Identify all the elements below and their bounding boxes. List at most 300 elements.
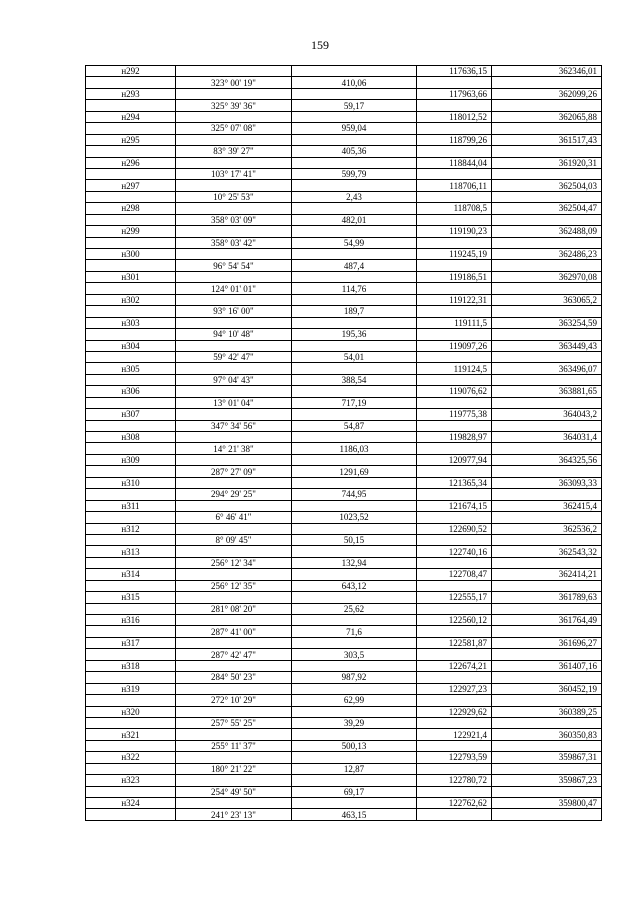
empty-cell [292, 180, 417, 191]
empty-cell [417, 374, 492, 385]
y-coordinate: 364031,4 [492, 432, 602, 443]
empty-cell [492, 740, 602, 751]
empty-cell [86, 283, 176, 294]
segment-length: 59,17 [292, 100, 417, 111]
empty-cell [417, 489, 492, 500]
segment-length: 463,15 [292, 809, 417, 820]
direction-angle: 10° 25' 53" [176, 191, 292, 202]
point-id: н296 [86, 157, 176, 168]
empty-cell [86, 420, 176, 431]
x-coordinate: 122762,62 [417, 798, 492, 809]
empty-cell [176, 249, 292, 260]
segment-row [86, 580, 602, 591]
x-coordinate: 119122,31 [417, 294, 492, 305]
point-row [86, 569, 602, 580]
direction-angle: 6° 46' 41" [176, 512, 292, 523]
point-row [86, 180, 602, 191]
y-coordinate: 362065,88 [492, 111, 602, 122]
x-coordinate: 122690,52 [417, 523, 492, 534]
segment-length: 54,01 [292, 351, 417, 362]
point-id: н323 [86, 775, 176, 786]
table-body [86, 66, 602, 821]
point-id: н306 [86, 386, 176, 397]
empty-cell [292, 775, 417, 786]
segment-length: 744,95 [292, 489, 417, 500]
empty-cell [417, 534, 492, 545]
point-id: н304 [86, 340, 176, 351]
empty-cell [492, 809, 602, 820]
empty-cell [492, 420, 602, 431]
empty-cell [492, 763, 602, 774]
x-coordinate: 119190,23 [417, 226, 492, 237]
empty-cell [492, 146, 602, 157]
direction-angle: 8° 09' 45" [176, 534, 292, 545]
empty-cell [292, 340, 417, 351]
empty-cell [492, 443, 602, 454]
x-coordinate: 122929,62 [417, 706, 492, 717]
empty-cell [176, 294, 292, 305]
empty-cell [86, 146, 176, 157]
empty-cell [86, 214, 176, 225]
segment-row [86, 809, 602, 820]
empty-cell [86, 763, 176, 774]
empty-cell [176, 615, 292, 626]
empty-cell [292, 111, 417, 122]
y-coordinate: 362414,21 [492, 569, 602, 580]
empty-cell [417, 237, 492, 248]
segment-row [86, 237, 602, 248]
empty-cell [86, 329, 176, 340]
segment-length: 987,92 [292, 672, 417, 683]
segment-length: 189,7 [292, 306, 417, 317]
segment-length: 62,99 [292, 695, 417, 706]
segment-row [86, 695, 602, 706]
point-id: н319 [86, 683, 176, 694]
empty-cell [176, 546, 292, 557]
empty-cell [176, 523, 292, 534]
x-coordinate: 119111,5 [417, 317, 492, 328]
empty-cell [176, 134, 292, 145]
point-row [86, 66, 602, 77]
direction-angle: 272° 10' 29" [176, 695, 292, 706]
segment-length: 1186,03 [292, 443, 417, 454]
empty-cell [86, 557, 176, 568]
point-row [86, 706, 602, 717]
x-coordinate: 122740,16 [417, 546, 492, 557]
empty-cell [417, 580, 492, 591]
point-row [86, 157, 602, 168]
point-id: н295 [86, 134, 176, 145]
y-coordinate: 360389,25 [492, 706, 602, 717]
y-coordinate: 361517,43 [492, 134, 602, 145]
empty-cell [86, 603, 176, 614]
y-coordinate: 360452,19 [492, 683, 602, 694]
empty-cell [417, 740, 492, 751]
empty-cell [86, 534, 176, 545]
empty-cell [417, 260, 492, 271]
empty-cell [86, 489, 176, 500]
empty-cell [292, 706, 417, 717]
point-row [86, 294, 602, 305]
point-row [86, 477, 602, 488]
empty-cell [176, 226, 292, 237]
y-coordinate: 364043,2 [492, 409, 602, 420]
empty-cell [417, 77, 492, 88]
empty-cell [292, 454, 417, 465]
segment-length: 405,36 [292, 146, 417, 157]
point-id: н317 [86, 637, 176, 648]
x-coordinate: 122674,21 [417, 660, 492, 671]
x-coordinate: 119775,38 [417, 409, 492, 420]
empty-cell [492, 695, 602, 706]
x-coordinate: 122708,47 [417, 569, 492, 580]
segment-row [86, 77, 602, 88]
empty-cell [417, 214, 492, 225]
direction-angle: 14° 21' 38" [176, 443, 292, 454]
empty-cell [492, 123, 602, 134]
empty-cell [176, 500, 292, 511]
direction-angle: 103° 17' 41" [176, 168, 292, 179]
empty-cell [176, 683, 292, 694]
empty-cell [492, 329, 602, 340]
segment-length: 12,87 [292, 763, 417, 774]
point-row [86, 500, 602, 511]
empty-cell [292, 546, 417, 557]
direction-angle: 256° 12' 35" [176, 580, 292, 591]
empty-cell [86, 100, 176, 111]
empty-cell [292, 226, 417, 237]
y-coordinate: 362346,01 [492, 66, 602, 77]
segment-row [86, 763, 602, 774]
empty-cell [417, 695, 492, 706]
empty-cell [492, 717, 602, 728]
empty-cell [86, 374, 176, 385]
empty-cell [417, 717, 492, 728]
segment-length: 599,79 [292, 168, 417, 179]
empty-cell [492, 466, 602, 477]
segment-length: 54,87 [292, 420, 417, 431]
segment-length: 959,04 [292, 123, 417, 134]
point-id: н312 [86, 523, 176, 534]
point-row [86, 454, 602, 465]
segment-length: 487,4 [292, 260, 417, 271]
empty-cell [176, 660, 292, 671]
empty-cell [292, 317, 417, 328]
point-id: н322 [86, 752, 176, 763]
empty-cell [417, 626, 492, 637]
empty-cell [417, 763, 492, 774]
x-coordinate: 122555,17 [417, 592, 492, 603]
direction-angle: 325° 07' 08" [176, 123, 292, 134]
segment-length: 303,5 [292, 649, 417, 660]
point-row [86, 134, 602, 145]
direction-angle: 287° 41' 00" [176, 626, 292, 637]
empty-cell [176, 340, 292, 351]
direction-angle: 254° 49' 50" [176, 786, 292, 797]
empty-cell [176, 706, 292, 717]
segment-row [86, 146, 602, 157]
empty-cell [417, 100, 492, 111]
segment-row [86, 649, 602, 660]
empty-cell [417, 146, 492, 157]
empty-cell [86, 717, 176, 728]
empty-cell [176, 729, 292, 740]
x-coordinate: 117963,66 [417, 88, 492, 99]
y-coordinate: 363065,2 [492, 294, 602, 305]
segment-row [86, 626, 602, 637]
empty-cell [492, 534, 602, 545]
point-row [86, 88, 602, 99]
empty-cell [417, 512, 492, 523]
empty-cell [492, 489, 602, 500]
empty-cell [492, 649, 602, 660]
segment-length: 2,43 [292, 191, 417, 202]
empty-cell [86, 443, 176, 454]
direction-angle: 294° 29' 25" [176, 489, 292, 500]
empty-cell [417, 466, 492, 477]
point-id: н302 [86, 294, 176, 305]
empty-cell [292, 271, 417, 282]
empty-cell [86, 786, 176, 797]
y-coordinate: 359800,47 [492, 798, 602, 809]
point-row [86, 317, 602, 328]
point-row [86, 271, 602, 282]
empty-cell [292, 569, 417, 580]
empty-cell [417, 123, 492, 134]
y-coordinate: 362536,2 [492, 523, 602, 534]
segment-row [86, 672, 602, 683]
y-coordinate: 363254,59 [492, 317, 602, 328]
empty-cell [292, 66, 417, 77]
segment-row [86, 260, 602, 271]
direction-angle: 281° 08' 20" [176, 603, 292, 614]
segment-length: 39,29 [292, 717, 417, 728]
page-number: 159 [311, 38, 329, 52]
point-row [86, 432, 602, 443]
empty-cell [292, 615, 417, 626]
x-coordinate: 119097,26 [417, 340, 492, 351]
point-id: н303 [86, 317, 176, 328]
empty-cell [292, 386, 417, 397]
empty-cell [176, 203, 292, 214]
empty-cell [492, 100, 602, 111]
empty-cell [417, 557, 492, 568]
empty-cell [86, 740, 176, 751]
empty-cell [492, 626, 602, 637]
x-coordinate: 118708,5 [417, 203, 492, 214]
segment-length: 500,13 [292, 740, 417, 751]
empty-cell [292, 88, 417, 99]
empty-cell [86, 809, 176, 820]
empty-cell [292, 660, 417, 671]
x-coordinate: 121365,34 [417, 477, 492, 488]
x-coordinate: 119245,19 [417, 249, 492, 260]
segment-row [86, 214, 602, 225]
segment-row [86, 603, 602, 614]
point-id: н294 [86, 111, 176, 122]
x-coordinate: 122560,12 [417, 615, 492, 626]
point-id: н298 [86, 203, 176, 214]
empty-cell [176, 432, 292, 443]
y-coordinate: 362543,32 [492, 546, 602, 557]
point-id: н308 [86, 432, 176, 443]
empty-cell [86, 397, 176, 408]
empty-cell [292, 249, 417, 260]
point-row [86, 660, 602, 671]
x-coordinate: 118706,11 [417, 180, 492, 191]
empty-cell [492, 237, 602, 248]
x-coordinate: 122581,87 [417, 637, 492, 648]
empty-cell [86, 649, 176, 660]
empty-cell [176, 592, 292, 603]
point-row [86, 340, 602, 351]
direction-angle: 358° 03' 42" [176, 237, 292, 248]
y-coordinate: 363496,07 [492, 363, 602, 374]
point-id: н313 [86, 546, 176, 557]
direction-angle: 180° 21' 22" [176, 763, 292, 774]
direction-angle: 94° 10' 48" [176, 329, 292, 340]
direction-angle: 287° 42' 47" [176, 649, 292, 660]
point-id: н318 [86, 660, 176, 671]
segment-length: 388,54 [292, 374, 417, 385]
point-id: н301 [86, 271, 176, 282]
segment-row [86, 374, 602, 385]
empty-cell [292, 729, 417, 740]
y-coordinate: 362504,03 [492, 180, 602, 191]
x-coordinate: 119186,51 [417, 271, 492, 282]
direction-angle: 257° 55' 25" [176, 717, 292, 728]
point-id: н309 [86, 454, 176, 465]
segment-length: 69,17 [292, 786, 417, 797]
segment-length: 114,76 [292, 283, 417, 294]
empty-cell [176, 317, 292, 328]
empty-cell [417, 809, 492, 820]
point-id: н311 [86, 500, 176, 511]
empty-cell [492, 168, 602, 179]
empty-cell [176, 637, 292, 648]
empty-cell [86, 672, 176, 683]
segment-length: 1291,69 [292, 466, 417, 477]
segment-row [86, 420, 602, 431]
y-coordinate: 361764,49 [492, 615, 602, 626]
segment-row [86, 740, 602, 751]
segment-length: 1023,52 [292, 512, 417, 523]
empty-cell [292, 500, 417, 511]
empty-cell [86, 191, 176, 202]
point-row [86, 409, 602, 420]
segment-length: 410,06 [292, 77, 417, 88]
point-id: н300 [86, 249, 176, 260]
empty-cell [292, 203, 417, 214]
empty-cell [292, 798, 417, 809]
segment-row [86, 466, 602, 477]
empty-cell [417, 191, 492, 202]
direction-angle: 255° 11' 37" [176, 740, 292, 751]
empty-cell [86, 77, 176, 88]
empty-cell [292, 523, 417, 534]
empty-cell [492, 672, 602, 683]
point-row [86, 249, 602, 260]
point-row [86, 592, 602, 603]
segment-row [86, 557, 602, 568]
point-row [86, 615, 602, 626]
segment-row [86, 512, 602, 523]
segment-row [86, 351, 602, 362]
direction-angle: 325° 39' 36" [176, 100, 292, 111]
x-coordinate: 122793,59 [417, 752, 492, 763]
empty-cell [176, 180, 292, 191]
empty-cell [176, 775, 292, 786]
empty-cell [292, 294, 417, 305]
point-row [86, 523, 602, 534]
y-coordinate: 363881,65 [492, 386, 602, 397]
empty-cell [176, 66, 292, 77]
y-coordinate: 359867,23 [492, 775, 602, 786]
empty-cell [292, 477, 417, 488]
x-coordinate: 119076,62 [417, 386, 492, 397]
y-coordinate: 362488,09 [492, 226, 602, 237]
direction-angle: 284° 50' 23" [176, 672, 292, 683]
point-id: н297 [86, 180, 176, 191]
empty-cell [417, 649, 492, 660]
y-coordinate: 364325,56 [492, 454, 602, 465]
empty-cell [492, 351, 602, 362]
empty-cell [86, 123, 176, 134]
x-coordinate: 118012,52 [417, 111, 492, 122]
empty-cell [176, 386, 292, 397]
empty-cell [492, 603, 602, 614]
empty-cell [86, 168, 176, 179]
point-row [86, 775, 602, 786]
segment-length: 482,01 [292, 214, 417, 225]
empty-cell [292, 592, 417, 603]
empty-cell [492, 580, 602, 591]
empty-cell [176, 477, 292, 488]
point-id: н292 [86, 66, 176, 77]
empty-cell [176, 752, 292, 763]
empty-cell [492, 557, 602, 568]
y-coordinate: 362970,08 [492, 271, 602, 282]
point-id: н299 [86, 226, 176, 237]
direction-angle: 347° 34' 56" [176, 420, 292, 431]
empty-cell [417, 443, 492, 454]
empty-cell [176, 798, 292, 809]
x-coordinate: 122927,23 [417, 683, 492, 694]
empty-cell [417, 329, 492, 340]
x-coordinate: 121674,15 [417, 500, 492, 511]
empty-cell [292, 683, 417, 694]
empty-cell [292, 637, 417, 648]
y-coordinate: 361407,16 [492, 660, 602, 671]
empty-cell [86, 580, 176, 591]
empty-cell [417, 397, 492, 408]
empty-cell [292, 157, 417, 168]
direction-angle: 13° 01' 04" [176, 397, 292, 408]
empty-cell [417, 420, 492, 431]
x-coordinate: 117636,15 [417, 66, 492, 77]
empty-cell [492, 512, 602, 523]
empty-cell [492, 214, 602, 225]
segment-row [86, 283, 602, 294]
y-coordinate: 362415,4 [492, 500, 602, 511]
empty-cell [492, 283, 602, 294]
direction-angle: 93° 16' 00" [176, 306, 292, 317]
point-id: н315 [86, 592, 176, 603]
x-coordinate: 119828,97 [417, 432, 492, 443]
point-id: н324 [86, 798, 176, 809]
segment-row [86, 534, 602, 545]
point-row [86, 386, 602, 397]
